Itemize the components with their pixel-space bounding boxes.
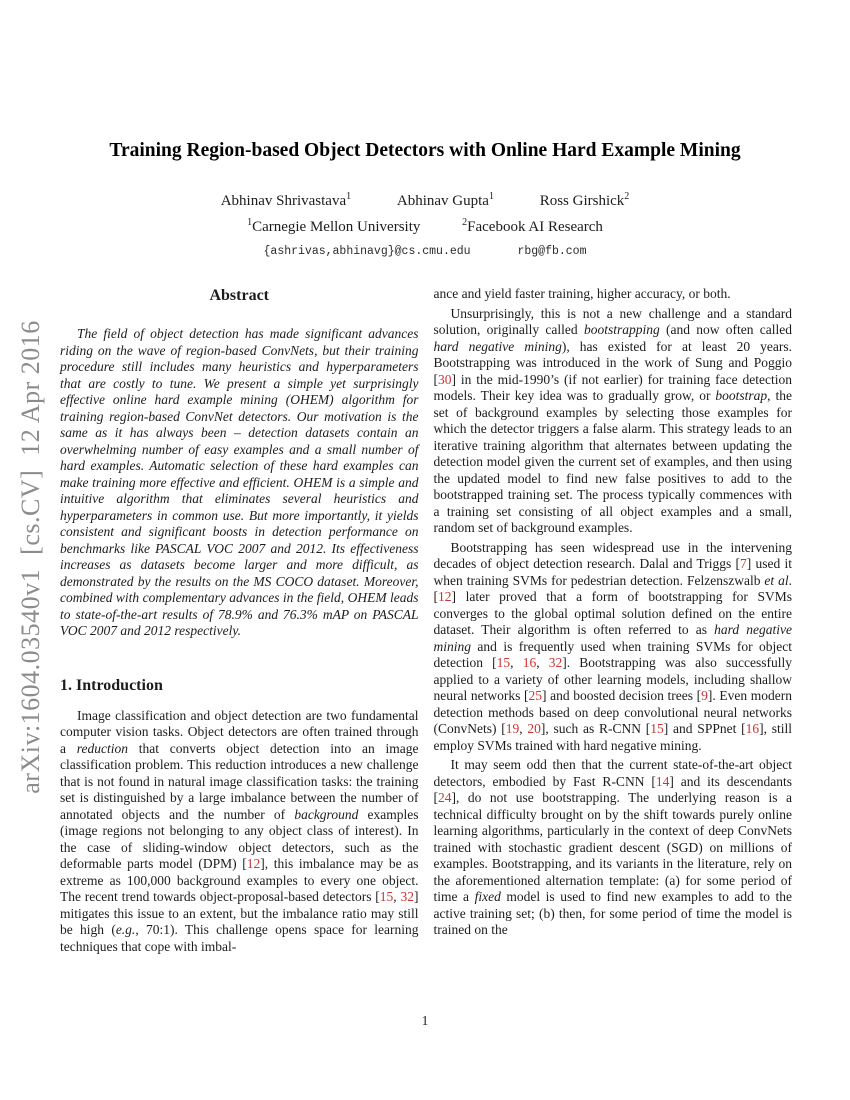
- text-segment: et al: [764, 572, 789, 588]
- citation-link[interactable]: 15: [496, 655, 511, 670]
- section-heading-introduction: 1. Introduction: [60, 676, 163, 694]
- text-segment: Bootstrapping has seen widespread use in the intervening decades of object detection research. Dalal and Triggs [: [433, 539, 792, 571]
- abstract-heading: Abstract: [209, 287, 270, 304]
- affiliation-name: Facebook AI Research: [467, 219, 603, 235]
- text-segment: ] in the mid-1990’s (if not earlier) for training face detection models. Their key idea was to gradually grow, or: [433, 371, 792, 403]
- text-segment: , the set of background examples by selecting those examples for which the detector triggers a false alarm. This strategy leads to an iterative training algorithm that alternates between updating the detection model given the current set of examples, and then using the updated model to find new false positives to add to the bootstrapped training set. The process typically commences with a training set consisting of all object examples and a small, random set of background examples.: [433, 388, 792, 535]
- text-segment: ] and SPPnet [: [663, 721, 746, 736]
- author-name: Abhinav Shrivastava: [220, 193, 347, 209]
- text-segment: reduction: [76, 740, 129, 756]
- citation-link[interactable]: 19: [505, 721, 520, 736]
- text-segment: ,: [536, 655, 549, 670]
- email-cmu: {ashrivas,abhinavg}@cs.cmu.edu: [263, 245, 471, 258]
- text-segment: ]. Even modern detection methods based on deep convolutional neural networks (ConvNets) [: [433, 688, 793, 736]
- author-affil-sup: 1: [346, 191, 352, 202]
- text-segment: ] and boosted decision trees [: [542, 688, 702, 703]
- text-segment: ,: [393, 889, 401, 904]
- author-affil-sup: 1: [488, 191, 494, 202]
- citation-link[interactable]: 15: [650, 721, 664, 736]
- text-segment: ] and its descendants [: [433, 773, 793, 805]
- affiliation-sup: 2: [462, 217, 468, 228]
- citation-link[interactable]: 16: [745, 721, 760, 736]
- text-segment: ]. Bootstrapping was also successfully applied to a variety of other learning models, including shallow neural networks [: [433, 655, 793, 703]
- text-segment: ,: [519, 721, 528, 736]
- citation-link[interactable]: 16: [522, 655, 537, 670]
- author: [540, 193, 630, 210]
- left-column: [60, 284, 419, 955]
- two-column-body: [60, 284, 792, 955]
- text-segment: ,: [510, 655, 523, 670]
- emails-line: [0, 245, 850, 258]
- email-fb: rbg@fb.com: [517, 245, 587, 258]
- author-affil-sup: 2: [624, 191, 630, 202]
- text-segment: . [: [433, 572, 792, 604]
- abstract-text: The field of object detection has made significant advances riding on the wave of region-based ConvNets, but their training procedure still includes many heuristics and hyperparameters that are costly to tune. We present a simple yet surprisingly effective online hard example mining (OHEM) algorithm for training region-based ConvNet detectors. Our motivation is the same as it has always been – detection datasets contain an overwhelming number of easy examples and a small number of hard examples. Automatic selection of these hard examples can make training more effective and efficient. OHEM is a simple and intuitive algorithm that eliminates several heuristics and hyperparameters in common use. But more importantly, it yields consistent and significant boosts in detection performance on benchmarks like PASCAL VOC 2007 and 2012. Its effectiveness increases as datasets become larger and more difficult, as demonstrated by the results on the MS COCO dataset. Moreover, combined with complementary advances in the field, OHEM leads to state-of-the-art results of 78.9% and 76.3% mAP on PASCAL VOC 2007 and 2012 respectively.: [60, 326, 419, 638]
- page-number: 1: [421, 1013, 429, 1028]
- text-segment: that converts object detection into an image classification problem. This reduction introduces a new challenge that is not found in natural image classification tasks: the training set is distinguished by a large imbalance between the number of annotated objects and the number of: [60, 740, 419, 822]
- citation-link[interactable]: 12: [246, 856, 261, 871]
- text-segment: (and now often called: [659, 322, 793, 337]
- text-segment: ] used it when training SVMs for pedestrian detection. Felzenszwalb: [433, 556, 792, 588]
- text-segment: ] mitigates this issue to an extent, but the imbalance ratio may still be high (: [60, 889, 419, 937]
- text-segment: model is used to find new examples to add to the active training set; (b) then, for some period of time the model is trained on the: [433, 889, 792, 937]
- text-segment: Unsurprisingly, this is not a new challenge and a standard solution, originally called: [433, 305, 792, 337]
- citation-link[interactable]: 30: [438, 371, 452, 387]
- text-segment: , 70:1). This challenge opens space for learning techniques that cope with imbal-: [60, 922, 419, 954]
- intro-paragraph: [60, 708, 419, 956]
- text-segment: It may seem odd then that the current state-of-the-art object detectors, embodied by Fast R-CNN [: [433, 757, 792, 789]
- citation-link[interactable]: 20: [527, 721, 541, 736]
- author-name: Abhinav Gupta: [396, 193, 489, 209]
- text-segment: ], do not use bootstrapping. The underlying reason is a technical difficulty brought on by the shift towards purely online learning algorithms, particularly in the context of deep ConvNets trained with stochastic gradient descent (SGD) on millions of examples. Bootstrapping, and its variants in the literature, rely on the aforementioned alternation template: (a) for some period of time a: [433, 790, 792, 904]
- text-segment: hard negative mining: [433, 338, 562, 354]
- text-segment: hard negative mining: [433, 622, 792, 654]
- author: [221, 193, 351, 210]
- body-paragraph: [434, 540, 793, 755]
- text-segment: ], such as R-CNN [: [540, 721, 651, 736]
- body-paragraph: [434, 286, 793, 303]
- citation-link[interactable]: 9: [701, 688, 708, 703]
- text-segment: ], still employ SVMs trained with hard negative mining.: [433, 721, 792, 753]
- text-segment: background: [294, 806, 359, 822]
- citation-link[interactable]: 24: [438, 790, 452, 805]
- citation-link[interactable]: 32: [400, 889, 414, 904]
- right-column: [434, 284, 793, 955]
- text-segment: bootstrapping: [583, 322, 660, 337]
- text-segment: ] later proved that a form of bootstrapping for SVMs converges to the global optimal solution defined on the entire dataset. Their algorithm is often referred to as: [433, 589, 792, 637]
- affiliation-name: Carnegie Mellon University: [252, 219, 421, 235]
- citation-link[interactable]: 14: [655, 773, 670, 789]
- citation-link[interactable]: 7: [740, 556, 747, 571]
- affiliation: [462, 219, 603, 236]
- author: [397, 193, 494, 210]
- body-paragraph: [434, 757, 793, 939]
- arxiv-watermark: arXiv:1604.03540v1 [cs.CV] 12 Apr 2016: [16, 320, 45, 794]
- authors-line: [0, 193, 850, 210]
- text-segment: Image classification and object detection are two fundamental computer vision tasks. Object detectors are often trained through a: [60, 707, 419, 756]
- affiliations-line: [0, 219, 850, 236]
- text-segment: ], this imbalance may be as extreme as 100,000 background examples to every one object. The recent trend towards object-proposal-based detectors [: [60, 856, 419, 904]
- paper-title: Training Region-based Object Detectors with Online Hard Example Mining: [109, 140, 741, 161]
- affiliation-sup: 1: [247, 217, 253, 228]
- text-segment: and is frequently used when training SVMs for object detection [: [433, 638, 792, 670]
- citation-link[interactable]: 15: [379, 889, 394, 904]
- text-segment: ance and yield faster training, higher accuracy, or both.: [433, 286, 731, 301]
- text-segment: fixed: [474, 889, 501, 904]
- citation-link[interactable]: 32: [548, 655, 563, 670]
- citation-link[interactable]: 12: [438, 589, 452, 604]
- text-segment: examples (image regions not belonging to any object class of interest). In the case of sliding-window object detectors, such as the deformable parts model (DPM) [: [60, 806, 419, 871]
- body-paragraph: [434, 306, 793, 537]
- text-segment: ), has existed for at least 20 years. Bootstrapping was introduced in the work of Sung and Poggio [: [433, 338, 792, 387]
- affiliation: [247, 219, 420, 236]
- author-name: Ross Girshick: [539, 193, 625, 209]
- text-segment: e.g.: [115, 922, 136, 937]
- text-segment: bootstrap: [715, 388, 768, 403]
- citation-link[interactable]: 25: [528, 688, 542, 703]
